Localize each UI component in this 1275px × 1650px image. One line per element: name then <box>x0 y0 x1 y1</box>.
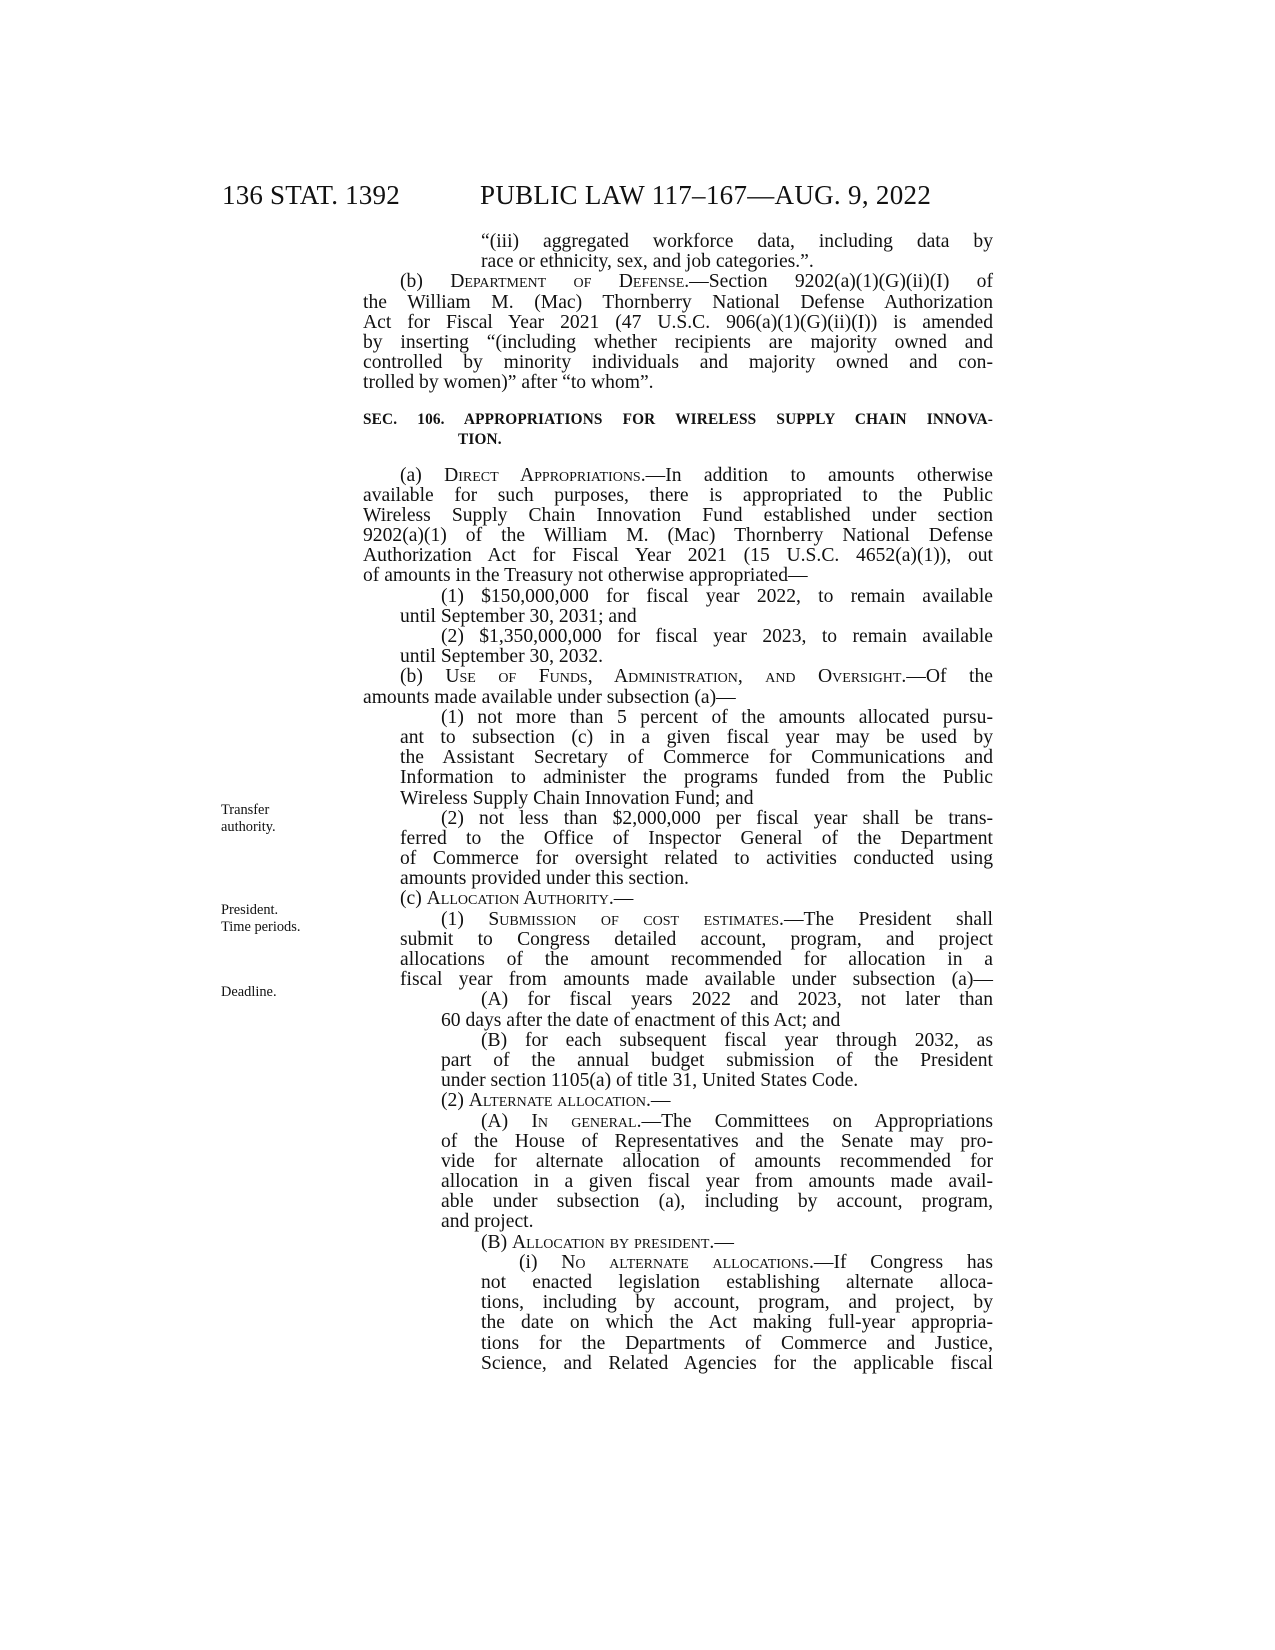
text-line: submit to Congress detailed account, program, and project <box>400 928 993 950</box>
text-line: Wireless Supply Chain Innovation Fund; and <box>400 787 754 809</box>
margin-note-transfer-authority: Transfer authority. <box>221 802 276 835</box>
section-heading: SEC. 106. APPROPRIATIONS FOR WIRELESS SUPPLY CHAIN INNOVA- <box>363 410 993 428</box>
text-line: allocation in a given fiscal year from amounts made avail- <box>441 1171 993 1193</box>
statute-reference: 136 STAT. 1392 <box>222 180 400 210</box>
subparagraph-heading-line: (B) Allocation by president.— <box>481 1231 734 1253</box>
text-line: and project. <box>441 1211 534 1233</box>
text-line: amounts provided under this section. <box>400 868 689 890</box>
text-line: until September 30, 2032. <box>400 646 603 668</box>
text-line: (B) for each subsequent fiscal year through 2032, as <box>481 1029 993 1051</box>
text-line: vide for alternate allocation of amounts recommended for <box>441 1150 993 1172</box>
text-line: amounts made available under subsection (a)— <box>363 686 736 708</box>
text-line: under section 1105(a) of title 31, United States Code. <box>441 1070 859 1092</box>
margin-note-president-time-periods: President. Time periods. <box>221 902 301 935</box>
text-line: 60 days after the date of enactment of this Act; and <box>441 1009 841 1031</box>
text-line: until September 30, 2031; and <box>400 605 637 627</box>
running-title: PUBLIC LAW 117–167—AUG. 9, 2022 <box>480 180 932 210</box>
margin-note-deadline: Deadline. <box>221 984 277 1000</box>
text-line: of Commerce for oversight related to activities conducted using <box>400 848 993 870</box>
text-line: (A) for fiscal years 2022 and 2023, not later than <box>481 989 993 1011</box>
text-line: by inserting “(including whether recipients are majority owned and <box>363 331 993 353</box>
text-line: ant to subsection (c) in a given fiscal year may be used by <box>400 726 993 748</box>
text-line: Information to administer the programs funded from the Public <box>400 767 993 789</box>
statute-body <box>363 232 993 1374</box>
text-line: 9202(a)(1) of the William M. (Mac) Thornberry National Defense <box>363 525 993 547</box>
text-line: of amounts in the Treasury not otherwise appropriated— <box>363 565 808 587</box>
section-heading-continued: TION. <box>458 430 502 448</box>
text-line: allocations of the amount recommended for allocation in a <box>400 949 993 970</box>
text-line: trolled by women)” after “to whom”. <box>363 372 654 394</box>
text-line: (2) not less than $2,000,000 per fiscal year shall be trans- <box>441 807 993 829</box>
text-line: (2) $1,350,000,000 for fiscal year 2023, to remain available <box>441 626 993 647</box>
text-line: tions for the Departments of Commerce and Justice, <box>481 1332 993 1354</box>
subsection-heading-line: (b) Department of Defense.—Section 9202(a)(1)(G)(ii)(I) of <box>400 271 994 293</box>
text-line: able under subsection (a), including by account, program, <box>441 1191 993 1213</box>
text-line: the Assistant Secretary of Commerce for Communications and <box>400 747 993 769</box>
text-line: not enacted legislation establishing alternate alloca- <box>481 1272 993 1293</box>
text-line: the date on which the Act making full-year appropria- <box>481 1312 993 1334</box>
text-line: Wireless Supply Chain Innovation Fund established under section <box>363 504 993 526</box>
paragraph-heading-line: (1) Submission of cost estimates.—The President shall <box>441 908 993 930</box>
text-line: Authorization Act for Fiscal Year 2021 (15 U.S.C. 4652(a)(1)), out <box>363 545 993 567</box>
subparagraph-heading-line: (A) In general.—The Committees on Appropriations <box>481 1110 993 1132</box>
text-line: Science, and Related Agencies for the applicable fiscal <box>481 1352 993 1374</box>
text-line: Act for Fiscal Year 2021 (47 U.S.C. 906(a)(1)(G)(ii)(I)) is amended <box>363 311 993 333</box>
clause-heading-line: (i) No alternate allocations.—If Congress has <box>519 1251 993 1273</box>
text-line: fiscal year from amounts made available under subsection (a)— <box>400 969 993 991</box>
subsection-heading-line: (b) Use of Funds, Administration, and Oversight.—Of the <box>400 666 993 688</box>
text-line: (1) $150,000,000 for fiscal year 2022, to remain available <box>441 585 993 607</box>
text-line: controlled by minority individuals and majority owned and con- <box>363 352 993 374</box>
page-header <box>0 180 1275 220</box>
text-line: tions, including by account, program, and project, by <box>481 1292 993 1314</box>
text-line: ferred to the Office of Inspector General of the Department <box>400 827 993 849</box>
text-line: part of the annual budget submission of the President <box>441 1049 993 1071</box>
text-line: race or ethnicity, sex, and job categories.”. <box>481 251 814 273</box>
text-line: (1) not more than 5 percent of the amounts allocated pursu- <box>441 706 993 728</box>
paragraph-heading-line: (2) Alternate allocation.— <box>441 1090 671 1112</box>
subsection-heading-line: (c) Allocation Authority.— <box>400 888 634 910</box>
text-line: available for such purposes, there is appropriated to the Public <box>363 484 993 506</box>
subsection-heading-line: (a) Direct Appropriations.—In addition to amounts otherwise <box>400 464 993 486</box>
text-line: of the House of Representatives and the Senate may pro- <box>441 1130 993 1152</box>
text-line: “(iii) aggregated workforce data, including data by <box>481 231 993 252</box>
text-line: the William M. (Mac) Thornberry National Defense Authorization <box>363 291 993 313</box>
